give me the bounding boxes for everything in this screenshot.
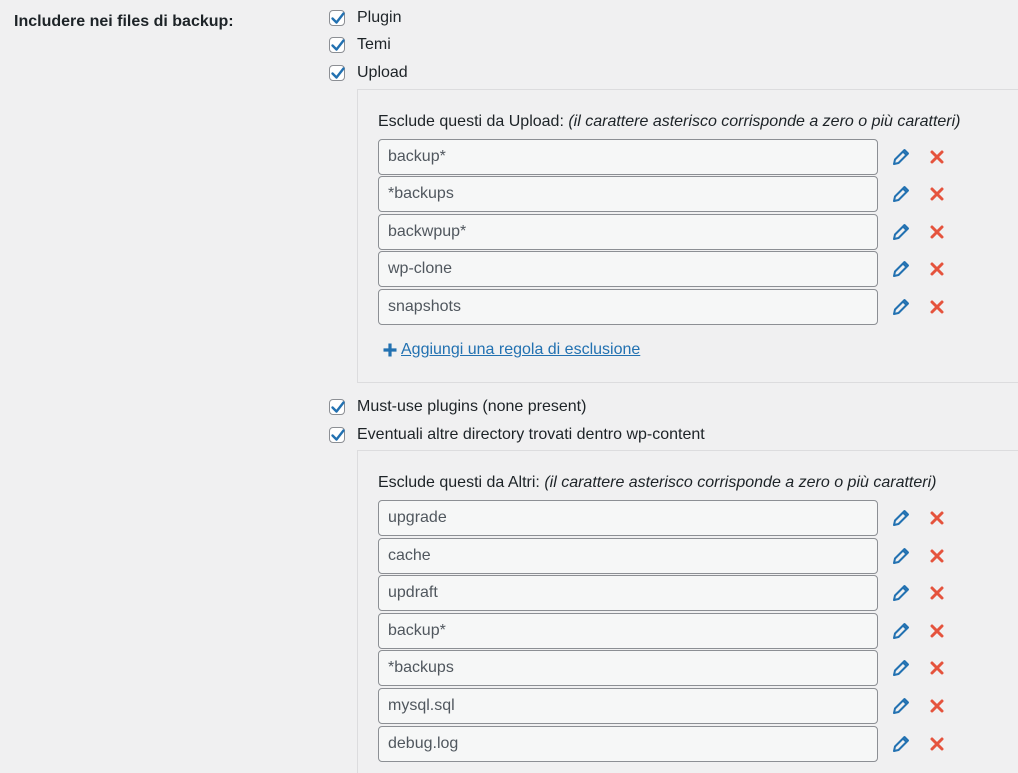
exclusion-rule-row — [378, 538, 947, 574]
close-icon[interactable] — [927, 259, 947, 279]
pencil-icon[interactable] — [890, 695, 912, 717]
pencil-icon[interactable] — [890, 545, 912, 567]
others-exclusions-heading — [378, 474, 936, 492]
exclusion-rule-input[interactable] — [378, 176, 878, 212]
exclusion-rule-row — [378, 500, 947, 536]
exclusion-rule-input[interactable] — [378, 289, 878, 325]
others-label: Eventuali altre directory trovati dentro wp-content — [357, 426, 705, 443]
exclusion-rule-input[interactable] — [378, 500, 878, 536]
add-exclusion-rule-label: Aggiungi una regola di esclusione — [401, 341, 641, 358]
exclusion-rule-row — [378, 688, 947, 724]
plugins-checkbox[interactable] — [329, 10, 345, 26]
plus-icon — [382, 342, 398, 358]
themes-checkbox[interactable] — [329, 37, 345, 53]
include-in-backup-label: Includere nei files di backup: — [14, 13, 234, 30]
exclusion-rule-input[interactable] — [378, 613, 878, 649]
pencil-icon[interactable] — [890, 221, 912, 243]
exclusion-rule-input[interactable] — [378, 688, 878, 724]
pencil-icon[interactable] — [890, 582, 912, 604]
plugins-label: Plugin — [357, 9, 402, 26]
pencil-icon[interactable] — [890, 657, 912, 679]
exclusion-rule-input[interactable] — [378, 575, 878, 611]
uploads-exclusions-heading — [378, 113, 961, 131]
close-icon[interactable] — [927, 546, 947, 566]
exclusion-rule-row — [378, 575, 947, 611]
exclusion-rule-row — [378, 139, 947, 175]
check-icon — [328, 8, 348, 28]
close-icon[interactable] — [927, 696, 947, 716]
close-icon[interactable] — [927, 658, 947, 678]
pencil-icon[interactable] — [890, 258, 912, 280]
check-icon — [328, 425, 348, 445]
pencil-icon[interactable] — [890, 296, 912, 318]
pencil-icon[interactable] — [890, 183, 912, 205]
exclusion-rule-input[interactable] — [378, 726, 878, 762]
uploads-label: Upload — [357, 64, 408, 81]
check-icon — [328, 63, 348, 83]
others-exclusions-panel — [357, 450, 1018, 773]
close-icon[interactable] — [927, 184, 947, 204]
checkbox-row-mu-plugins — [329, 396, 586, 418]
exclusion-rule-input[interactable] — [378, 538, 878, 574]
close-icon[interactable] — [927, 297, 947, 317]
mu-plugins-checkbox[interactable] — [329, 399, 345, 415]
close-icon[interactable] — [927, 147, 947, 167]
pencil-icon[interactable] — [890, 733, 912, 755]
exclusion-rule-input[interactable] — [378, 139, 878, 175]
checkbox-row-uploads — [329, 62, 408, 84]
check-icon — [328, 35, 348, 55]
exclusion-rule-row — [378, 726, 947, 762]
close-icon[interactable] — [927, 734, 947, 754]
uploads-heading-note: (il carattere asterisco corrisponde a zero o più caratteri) — [568, 113, 961, 130]
checkbox-row-themes — [329, 34, 391, 56]
close-icon[interactable] — [927, 583, 947, 603]
add-exclusion-rule-link[interactable] — [382, 341, 640, 359]
uploads-exclusions-panel — [357, 89, 1018, 383]
uploads-heading-text: Esclude questi da Upload: — [378, 113, 569, 130]
pencil-icon[interactable] — [890, 620, 912, 642]
close-icon[interactable] — [927, 222, 947, 242]
uploads-checkbox[interactable] — [329, 65, 345, 81]
check-icon — [328, 397, 348, 417]
exclusion-rule-row — [378, 613, 947, 649]
exclusion-rule-input[interactable] — [378, 214, 878, 250]
close-icon[interactable] — [927, 508, 947, 528]
pencil-icon[interactable] — [890, 146, 912, 168]
exclusion-rule-row — [378, 289, 947, 325]
checkbox-row-others — [329, 424, 705, 446]
exclusion-rule-input[interactable] — [378, 650, 878, 686]
exclusion-rule-row — [378, 650, 947, 686]
pencil-icon[interactable] — [890, 507, 912, 529]
others-heading-note: (il carattere asterisco corrisponde a zero o più caratteri) — [544, 474, 937, 491]
close-icon[interactable] — [927, 621, 947, 641]
exclusion-rule-row — [378, 214, 947, 250]
checkbox-row-plugins — [329, 7, 401, 29]
exclusion-rule-row — [378, 176, 947, 212]
themes-label: Temi — [357, 36, 391, 53]
others-checkbox[interactable] — [329, 427, 345, 443]
mu-plugins-label: Must-use plugins (none present) — [357, 398, 587, 415]
exclusion-rule-input[interactable] — [378, 251, 878, 287]
exclusion-rule-row — [378, 251, 947, 287]
others-heading-text: Esclude questi da Altri: — [378, 474, 545, 491]
